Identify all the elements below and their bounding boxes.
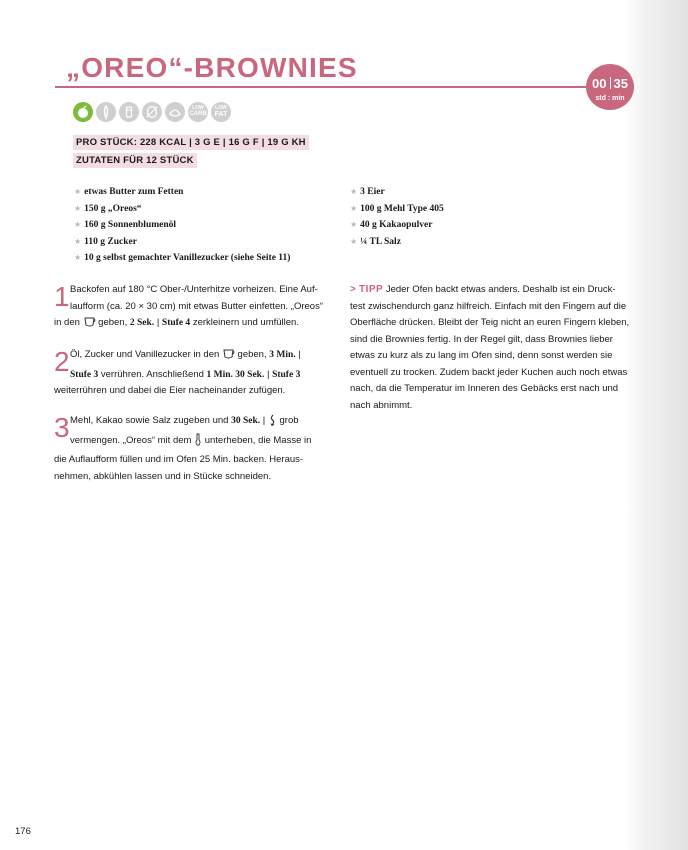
step-2 [54, 347, 318, 400]
step-line: Stufe 3 verrühren. Anschließend 1 Min. 30 Sek. | Stufe 3 [70, 368, 301, 380]
page-number: 176 [15, 826, 31, 837]
ingredients-left-list [74, 184, 290, 267]
star-icon: ★ [350, 203, 358, 213]
step-line: laufform (ca. 20 × 30 cm) mit etwas Butter einfetten. „Oreos“ [70, 300, 323, 312]
time-unit: std : min [595, 95, 625, 102]
star-icon: ★ [74, 203, 82, 213]
step-number: 1 [54, 281, 70, 312]
ingredient-item: ★ 3 Eier [350, 187, 385, 197]
mixing-bowl-icon [83, 315, 96, 335]
low-fat-label: FAT [214, 111, 228, 118]
tip-line: nach abnimmt. [350, 399, 413, 411]
tip-line: sind die Brownies fertig. In der Regel gilt, dass Brownies lieber [350, 333, 613, 345]
reverse-rotation-icon [268, 414, 277, 433]
ingredients-right-list [350, 184, 444, 250]
lactose-free-icon [119, 102, 139, 122]
step-number: 3 [54, 412, 70, 443]
low-fat-small: LOW [215, 105, 227, 111]
ingredient-item: ★ 10 g selbst gemachter Vanillezucker (siehe Seite 11) [74, 253, 291, 263]
tip-line: eventuell zu trocken. Zudem backt jeder Kuchen auch noch etwas [350, 366, 628, 378]
time-hours: 00 [592, 76, 607, 91]
time-badge [586, 64, 638, 110]
tip-label: TIPP [358, 284, 384, 295]
ingredient-item: ★ etwas Butter zum Fetten [74, 187, 184, 197]
tip-box [350, 282, 640, 414]
star-icon: ★ [350, 220, 358, 229]
low-carb-icon [188, 102, 208, 122]
step-line: weiterrühren und dabei die Eier nacheinander zufügen. [54, 385, 286, 396]
nutrition-yield: ZUTATEN FÜR 12 STÜCK [73, 153, 197, 168]
page-gutter-shadow [624, 0, 688, 850]
recipe-title: „OREO“-BROWNIES [66, 52, 358, 83]
star-icon: ★ [74, 187, 82, 196]
spatula-icon [194, 433, 202, 453]
step-line: Backofen auf 180 °C Ober-/Unterhitze vorheizen. Eine Auf- [70, 284, 318, 295]
low-fat-icon [211, 102, 231, 122]
low-carb-small: LOW [192, 105, 204, 111]
step-number: 2 [54, 346, 70, 377]
step-line: Mehl, Kakao sowie Salz zugeben und 30 Sek. | grob [54, 413, 318, 433]
nut-free-icon [142, 102, 162, 122]
step-line: in den geben, 2 Sek. | Stufe 4 zerkleinern und umfüllen. [54, 315, 318, 335]
tip-line: Oberfläche drücken. Bleibt der Teig nicht an euren Fingern kleben, [350, 317, 630, 328]
star-icon: ★ [350, 236, 358, 246]
star-icon: ★ [74, 220, 82, 229]
tip-line: > TIPP Jeder Ofen backt etwas anders. Deshalb ist ein Druck- [350, 284, 616, 295]
step-line: die Auflaufform füllen und im Ofen 25 Min. backen. Heraus- [54, 454, 304, 465]
time-separator [610, 77, 611, 89]
tip-line: test zwischendurch ganz hilfreich. Einfach mit den Fingern auf die [350, 300, 627, 312]
tip-line: etwas zu kurz als zu lang im Ofen sind, denn sonst werden sie [350, 350, 613, 361]
star-icon: ★ [350, 187, 358, 196]
tip-marker: > [350, 284, 357, 295]
vegetarian-icon [73, 102, 93, 122]
step-3 [54, 413, 318, 485]
time-minutes: 35 [613, 76, 628, 91]
nutrition-per-piece: PRO STÜCK: 228 KCAL | 3 G E | 16 G F | 19 G KH [73, 135, 309, 150]
time-values [586, 77, 634, 91]
ingredient-item: ★ ¼ TL Salz [350, 236, 401, 247]
star-icon: ★ [74, 236, 82, 246]
low-carb-label: CARB [189, 111, 207, 117]
step-1 [54, 281, 323, 335]
nutrition-info [73, 135, 309, 168]
step-line: Öl, Zucker und Vanillezucker in den geben, 3 Min. | [54, 347, 318, 367]
ingredient-item: ★ 110 g Zucker [74, 236, 137, 247]
time-circle [586, 64, 634, 110]
ingredient-item: ★ 40 g Kakaopulver [350, 220, 433, 230]
ingredient-item: ★ 150 g „Oreos“ [74, 203, 142, 214]
ingredient-item: ★ 160 g Sonnenblumenöl [74, 220, 177, 230]
star-icon: ★ [74, 253, 82, 262]
step-line: nehmen, abkühlen lassen und in Stücke schneiden. [54, 470, 272, 482]
title-underline [55, 86, 595, 88]
mixing-bowl-icon [222, 347, 235, 367]
vegan-icon [165, 102, 185, 122]
step-line: vermengen. „Oreos“ mit dem unterheben, die Masse in [54, 433, 318, 453]
ingredient-item: ★ 100 g Mehl Type 405 [350, 203, 444, 214]
gluten-free-icon [96, 102, 116, 122]
tip-line: nach, da die Temperatur im Inneren des Gebäcks erst nach und [350, 383, 619, 394]
